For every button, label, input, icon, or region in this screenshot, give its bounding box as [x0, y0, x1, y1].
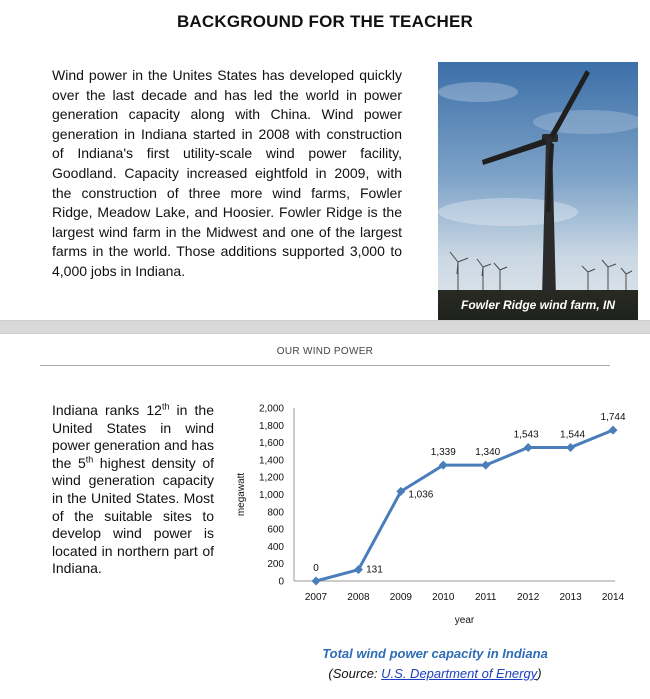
data-label: 131 — [366, 564, 383, 576]
wind-farm-photo — [438, 62, 638, 320]
data-point — [609, 426, 618, 435]
ranking-text-2: in the United States in wind power generation and has the 5 — [52, 402, 214, 471]
chart-caption-source — [290, 664, 580, 684]
capacity-line-chart — [230, 394, 630, 634]
ranking-sup-2: th — [85, 454, 94, 465]
y-tick-label: 1,600 — [258, 438, 284, 450]
data-label: 1,340 — [475, 447, 501, 459]
photo-caption: Fowler Ridge wind farm, IN — [438, 290, 638, 320]
data-label: 1,744 — [600, 412, 626, 424]
x-tick-label: 2008 — [347, 592, 370, 603]
teacher-background-section — [0, 0, 650, 321]
section-heading: BACKGROUND FOR THE TEACHER — [176, 12, 474, 31]
divider — [40, 365, 610, 366]
data-label: 1,544 — [560, 429, 586, 441]
y-tick-label: 600 — [267, 524, 284, 536]
data-label: 1,543 — [513, 429, 539, 441]
wind-turbine-picture — [438, 62, 638, 320]
x-tick-label: 2010 — [432, 592, 455, 603]
y-tick-label: 1,000 — [258, 490, 284, 501]
x-tick-label: 2011 — [474, 592, 497, 603]
ranking-text-1: Indiana ranks 12 — [52, 402, 162, 418]
data-point — [481, 461, 490, 470]
y-tick-label: 1,200 — [258, 472, 284, 484]
chart-caption-title: Total wind power capacity in Indiana — [322, 646, 548, 661]
data-point — [312, 577, 321, 586]
y-tick-label: 2,000 — [258, 403, 284, 415]
x-tick-label: 2013 — [559, 592, 582, 603]
data-point — [566, 443, 575, 452]
y-tick-label: 200 — [267, 559, 284, 571]
data-label: 1,339 — [430, 447, 456, 459]
page-gap — [0, 321, 650, 333]
capacity-chart — [230, 394, 630, 639]
chart-caption — [290, 644, 580, 684]
data-point — [524, 443, 533, 452]
data-label: 0 — [313, 563, 319, 574]
x-tick-label: 2007 — [304, 592, 328, 603]
source-suffix: ) — [537, 666, 542, 681]
wind-power-section — [0, 333, 650, 699]
ranking-text-3: highest density of wind generation capacity in the United States. Most of the suitable sites to develop wind power is located in northern part of Indiana. — [52, 454, 214, 577]
x-tick-label: 2012 — [517, 592, 540, 603]
y-axis-title: megawatt — [236, 472, 247, 517]
data-label: 1,036 — [408, 489, 434, 501]
section-title: OUR WIND POWER — [276, 346, 374, 357]
background-paragraph: Wind power in the Unites States has developed quickly over the last decade and has led the world in power generation capacity along with China. Wind power generation in Indiana started in 2008 with construction of Indiana's first utility-scale wind power facility, Goodland. Capacity increased eightfold in 2009, with the construction of three more wind farms, Fowler Ridge, Meadow Lake, and Hoosier. Fowler Ridge is the largest wind farm in the Midwest and one of the largest farms in the world. Those additions supported 3,000 to 4,000 jobs in Indiana. — [52, 67, 402, 279]
y-tick-label: 1,400 — [258, 455, 284, 467]
source-prefix: (Source: — [328, 666, 382, 681]
ranking-sup-1: th — [161, 401, 170, 412]
x-axis-title: year — [454, 615, 475, 626]
y-tick-label: 1,800 — [258, 420, 284, 432]
y-tick-label: 0 — [278, 576, 284, 588]
y-tick-label: 800 — [267, 507, 284, 519]
source-link[interactable]: U.S. Department of Energy — [381, 666, 538, 681]
y-tick-label: 400 — [267, 541, 284, 553]
series-line — [316, 430, 613, 581]
x-tick-label: 2014 — [601, 592, 625, 603]
ranking-paragraph — [52, 402, 214, 578]
x-tick-label: 2009 — [389, 592, 412, 603]
